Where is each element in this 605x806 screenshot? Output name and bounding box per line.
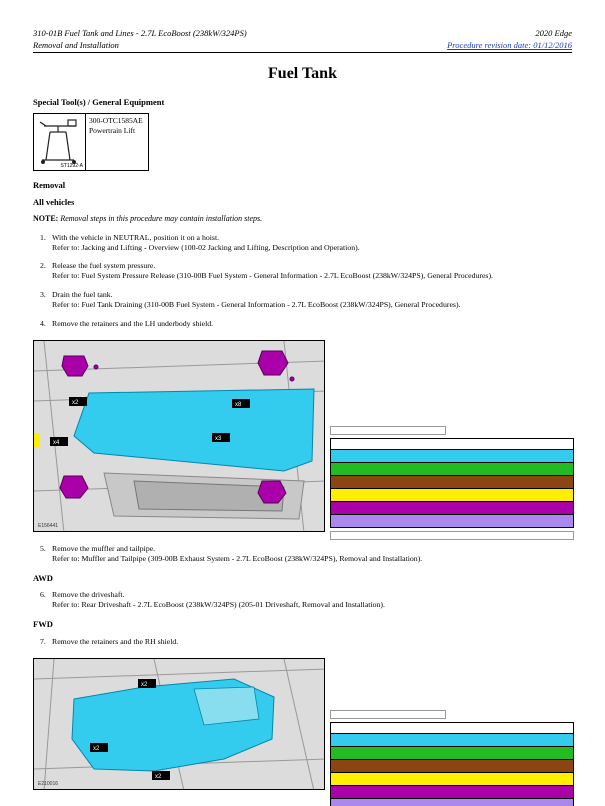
step-6 — [40, 590, 385, 610]
step-number: 5. — [40, 544, 46, 553]
step-reference[interactable]: Refer to: Fuel System Pressure Release (310-00B Fuel System - General Information - 2.7L EcoBoost (238kW/324PS), General Procedures). — [52, 271, 494, 280]
callout-x2-bottom: x2 — [155, 774, 162, 780]
legend-swatch-green — [330, 463, 574, 476]
step-2 — [40, 261, 493, 281]
legend-swatch-lavender — [330, 799, 574, 806]
removal-note — [33, 214, 262, 223]
page-title: Fuel Tank — [268, 65, 337, 82]
all-vehicles-heading: All vehicles — [33, 197, 75, 207]
step-7 — [40, 637, 178, 647]
step-5 — [40, 544, 422, 564]
lh-underbody-shield-illustration — [34, 341, 325, 532]
callout-x2-left: x2 — [93, 746, 100, 752]
special-tools-heading: Special Tool(s) / General Equipment — [33, 97, 165, 107]
step-text: Remove the retainers and the RH shield. — [52, 637, 179, 646]
step-text: Remove the retainers and the LH underbody shield. — [52, 319, 214, 328]
powertrain-lift-image — [34, 114, 86, 170]
callout-x4: x4 — [53, 440, 60, 446]
removal-heading: Removal — [33, 180, 66, 190]
step-number: 7. — [40, 637, 46, 646]
special-tools-table — [33, 113, 149, 171]
lh-underbody-shield-figure — [33, 340, 325, 532]
note-text: Removal steps in this procedure may contain installation steps. — [60, 214, 263, 223]
document-section: Removal and Installation — [33, 40, 119, 50]
legend-swatch-magenta — [330, 502, 574, 515]
revision-date-link[interactable]: Procedure revision date: 01/12/2016 — [447, 40, 572, 50]
legend-caption — [330, 710, 446, 719]
step-reference[interactable]: Refer to: Muffler and Tailpipe (309-00B Exhaust System - 2.7L EcoBoost (238kW/324PS), Removal and Installation). — [52, 554, 423, 563]
legend-swatch-cyan — [330, 450, 574, 463]
step-number: 2. — [40, 261, 46, 270]
awd-heading: AWD — [33, 573, 53, 583]
step-number: 3. — [40, 290, 46, 299]
legend-caption — [330, 426, 446, 435]
step-reference[interactable]: Refer to: Jacking and Lifting - Overview (100-02 Jacking and Lifting, Description and Operation). — [52, 243, 360, 252]
figure-code: E156441 — [38, 523, 59, 529]
note-label: NOTE: — [33, 214, 59, 223]
step-text: Remove the muffler and tailpipe. — [52, 544, 156, 553]
rh-shield-figure — [33, 658, 325, 790]
tool-name: Powertrain Lift — [89, 126, 136, 135]
document-title: 310-01B Fuel Tank and Lines - 2.7L EcoBoost (238kW/324PS) — [33, 28, 247, 38]
powertrain-lift-icon — [34, 114, 86, 170]
legend-swatch-magenta — [330, 786, 574, 799]
step-text: With the vehicle in NEUTRAL, position it on a hoist. — [52, 233, 220, 242]
legend-swatch-lavender — [330, 515, 574, 528]
legend-swatch-brown — [330, 476, 574, 489]
step-reference[interactable]: Refer to: Fuel Tank Draining (310-00B Fuel System - General Information - 2.7L EcoBoost (238kW/324PS), General Procedures). — [52, 300, 461, 309]
rh-shield-illustration — [34, 659, 325, 790]
callout-x8: x8 — [235, 402, 242, 408]
header-divider — [33, 52, 572, 53]
fwd-heading: FWD — [33, 619, 53, 629]
step-3 — [40, 290, 461, 310]
color-legend-1 — [330, 426, 574, 540]
legend-footer — [330, 531, 574, 540]
step-number: 6. — [40, 590, 46, 599]
callout-x3: x3 — [215, 436, 222, 442]
step-text: Release the fuel system pressure. — [52, 261, 156, 270]
tool-code: 300-OTC1585AE — [89, 116, 143, 125]
legend-swatch-green — [330, 747, 574, 760]
step-number: 1. — [40, 233, 46, 242]
step-number: 4. — [40, 319, 46, 328]
legend-header — [330, 438, 574, 450]
legend-swatch-yellow — [330, 773, 574, 786]
legend-swatch-yellow — [330, 489, 574, 502]
step-text: Drain the fuel tank. — [52, 290, 113, 299]
step-4 — [40, 319, 213, 329]
legend-header — [330, 722, 574, 734]
legend-swatch-brown — [330, 760, 574, 773]
step-1 — [40, 233, 360, 253]
vehicle-model: 2020 Edge — [535, 28, 572, 38]
step-reference[interactable]: Refer to: Rear Driveshaft - 2.7L EcoBoost (238kW/324PS) (205-01 Driveshaft, Removal and Installation). — [52, 600, 385, 609]
figure-code: E210016 — [38, 781, 59, 787]
legend-swatch-cyan — [330, 734, 574, 747]
color-legend-2 — [330, 710, 574, 806]
tool-image-code: ST1292-A — [60, 163, 83, 169]
callout-x2: x2 — [72, 400, 79, 406]
step-text: Remove the driveshaft. — [52, 590, 125, 599]
callout-x2-top: x2 — [141, 682, 148, 688]
